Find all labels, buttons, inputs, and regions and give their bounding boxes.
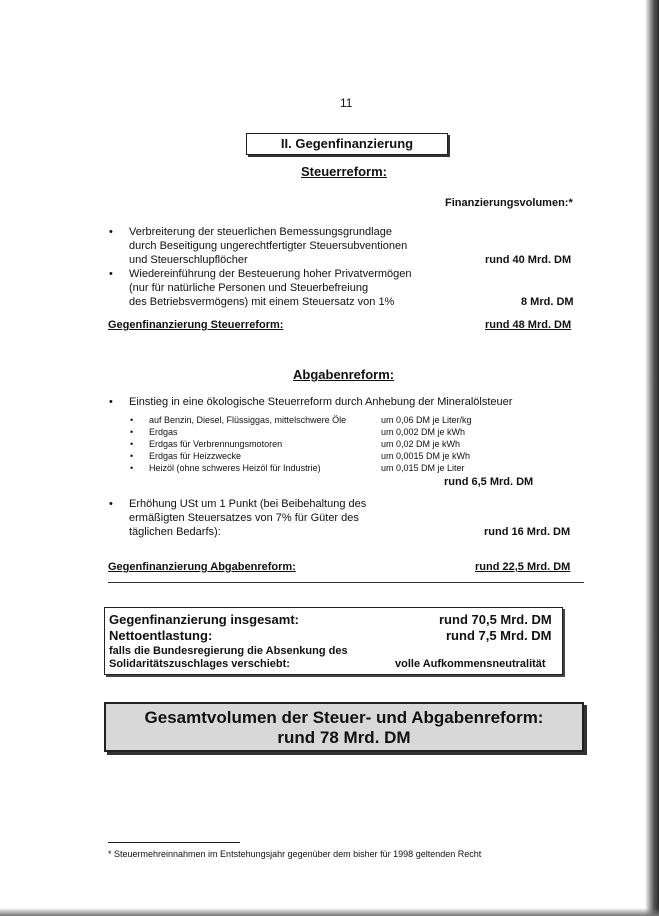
steuer-total-label: Gegenfinanzierung Steuerreform: — [108, 319, 284, 331]
divider — [108, 582, 584, 583]
steuer-total-amount: rund 48 Mrd. DM — [485, 319, 572, 331]
steuerreform-heading: Steuerreform: — [301, 164, 387, 179]
abgaben-item-2-line: • Erhöhung USt um 1 Punkt (bei Beibehaltung des — [129, 498, 367, 510]
grand-total-amount: rund 78 Mrd. DM — [277, 728, 411, 747]
abgaben-item-2-line: täglichen Bedarfs): — [129, 526, 221, 538]
abgaben-total-label: Gegenfinanzierung Abgabenreform: — [108, 561, 296, 573]
summary-total-amount: rund 70,5 Mrd. DM — [439, 612, 552, 627]
summary-total-label: Gegenfinanzierung insgesamt: — [109, 612, 299, 627]
steuer-item-2-amount: 8 Mrd. DM — [521, 296, 574, 308]
summary-condition-value: volle Aufkommensneutralität — [395, 658, 546, 670]
abgaben-total-amount: rund 22,5 Mrd. DM — [475, 561, 571, 573]
subitem-label: • Erdgas für Heizzwecke — [149, 450, 241, 462]
subitem-value: um 0,06 DM je Liter/kg — [381, 415, 472, 425]
scan-edge-shadow — [641, 0, 659, 916]
grand-total-line: Gesamtvolumen der Steuer- und Abgabenreform: — [144, 708, 544, 727]
scan-bottom-shadow — [0, 908, 659, 916]
abgaben-subtotal: rund 6,5 Mrd. DM — [444, 476, 534, 488]
subitem-label: • Heizöl (ohne schweres Heizöl für Industrie) — [149, 462, 321, 474]
page-number: 11 — [340, 96, 353, 110]
steuer-item-2 — [129, 267, 469, 309]
steuer-item-2-line: des Betriebsvermögens) mit einem Steuersatz von 1% — [129, 296, 395, 308]
subitem-value: um 0,0015 DM je kWh — [381, 451, 471, 461]
steuer-item-1-line: und Steuerschlupflöcher — [129, 254, 248, 266]
subitem-value: um 0,015 DM je Liter — [381, 463, 465, 473]
steuer-item-1-line: durch Beseitigung ungerechtfertigter Steuersubventionen — [129, 240, 408, 252]
subitem-label: • Erdgas — [149, 426, 178, 438]
summary-net-amount: rund 7,5 Mrd. DM — [446, 628, 552, 643]
steuer-item-1 — [129, 225, 459, 267]
footnote-rule — [108, 842, 240, 843]
subitem-label: • auf Benzin, Diesel, Flüssiggas, mittelschwere Öle — [149, 414, 346, 426]
steuer-item-2-line: • Wiedereinführung der Besteuerung hoher Privatvermögen — [129, 268, 412, 280]
footnote: * Steuermehreinnahmen im Entstehungsjahr gegenüber dem bisher für 1998 geltenden Recht — [108, 849, 482, 859]
abgaben-item-2 — [129, 497, 429, 539]
abgaben-item-2-line: ermäßigten Steuersatzes von 7% für Güter des — [129, 512, 359, 524]
summary-net-label: Nettoentlastung: — [109, 628, 213, 643]
financing-volume-label: Finanzierungsvolumen:* — [445, 197, 573, 209]
summary-box — [104, 607, 563, 675]
subitem-value: um 0,02 DM je kWh — [381, 439, 461, 449]
abgaben-item-2-amount: rund 16 Mrd. DM — [484, 526, 571, 538]
abgaben-item-1: • Einstieg in eine ökologische Steuerreform durch Anhebung der Mineralölsteuer — [129, 395, 569, 409]
steuer-item-2-line: (nur für natürliche Personen und Steuerbefreiung — [129, 282, 369, 294]
section-title: II. Gegenfinanzierung — [246, 133, 448, 155]
abgabenreform-heading: Abgabenreform: — [293, 367, 395, 382]
steuer-item-1-line: • Verbreiterung der steuerlichen Bemessungsgrundlage — [129, 226, 392, 238]
summary-condition-line: Solidaritätszuschlages verschiebt: — [109, 658, 290, 670]
summary-condition-line: falls die Bundesregierung die Absenkung des — [109, 645, 348, 657]
subitem-value: um 0,002 DM je kWh — [381, 427, 466, 437]
steuer-item-1-amount: rund 40 Mrd. DM — [485, 254, 572, 266]
grand-total-box — [104, 702, 584, 752]
subitem-label: • Erdgas für Verbrennungsmotoren — [149, 438, 282, 450]
